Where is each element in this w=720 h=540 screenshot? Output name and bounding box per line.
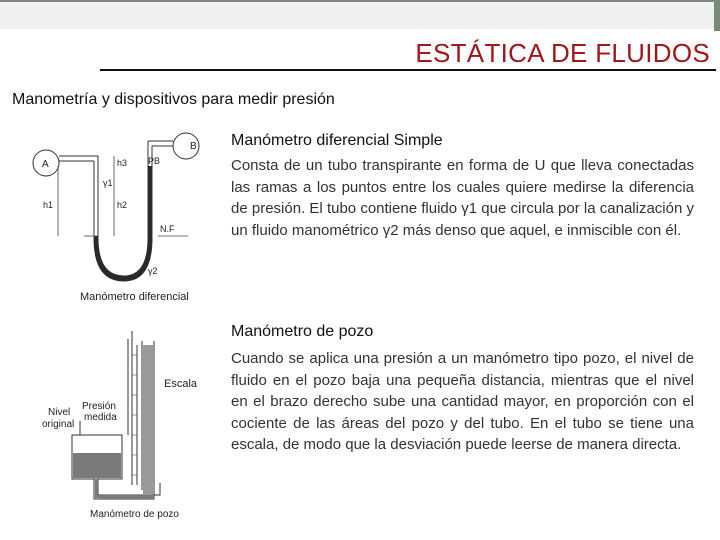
figure1-caption: Manómetro diferencial	[80, 291, 189, 302]
label-h1: h1	[43, 200, 54, 210]
label-h2: h2	[117, 200, 128, 210]
differential-manometer-figure	[28, 126, 218, 302]
label-presion: Presión	[82, 401, 116, 412]
label-gamma1: γ1	[103, 178, 113, 188]
section1-heading: Manómetro diferencial Simple	[231, 132, 443, 149]
label-nf: N.F	[160, 224, 175, 234]
label-nivel: Nivel	[48, 407, 71, 418]
slide-subtitle: Manometría y dispositivos para medir presión	[12, 91, 335, 108]
section2-body: Cuando se aplica una presión a un manómetro tipo pozo, el nivel de fluido en el pozo baja una pequeña distancia, mientras que el nivel en el brazo derecho sube una cantidad mayor, en proporción con el cociente de las áreas del pozo y del tubo. En el tubo se tiene una escala, de modo que la desviación puede leerse de manera directa.	[231, 350, 694, 454]
label-medida: medida	[84, 412, 117, 423]
figure2-caption: Manómetro de pozo	[90, 509, 179, 519]
title-underline	[100, 69, 716, 71]
label-escala: Escala	[164, 378, 198, 390]
label-original: original	[42, 419, 75, 430]
label-a: A	[42, 159, 49, 170]
well-fluid	[73, 453, 121, 478]
top-bar	[0, 0, 720, 29]
well-manometer-figure	[40, 325, 220, 519]
tube-fluid	[143, 345, 153, 495]
slide-title: ESTÁTICA DE FLUIDOS	[415, 38, 710, 68]
top-bar-accent	[714, 2, 720, 31]
label-h3: h3	[117, 158, 128, 168]
label-pb: PB	[148, 156, 161, 166]
section1-body: Consta de un tubo transpirante en forma de U que lleva conectadas las ramas a los puntos entre los cuales quiere medirse la diferencia de presión. El tubo contiene fluido γ1 que circula por la canalización y un fluido manométrico γ2 más denso que aquel, e inmiscible con él.	[231, 157, 694, 239]
section2-heading: Manómetro de pozo	[231, 323, 374, 340]
label-gamma2: γ2	[148, 266, 158, 276]
label-b: B	[190, 141, 197, 152]
